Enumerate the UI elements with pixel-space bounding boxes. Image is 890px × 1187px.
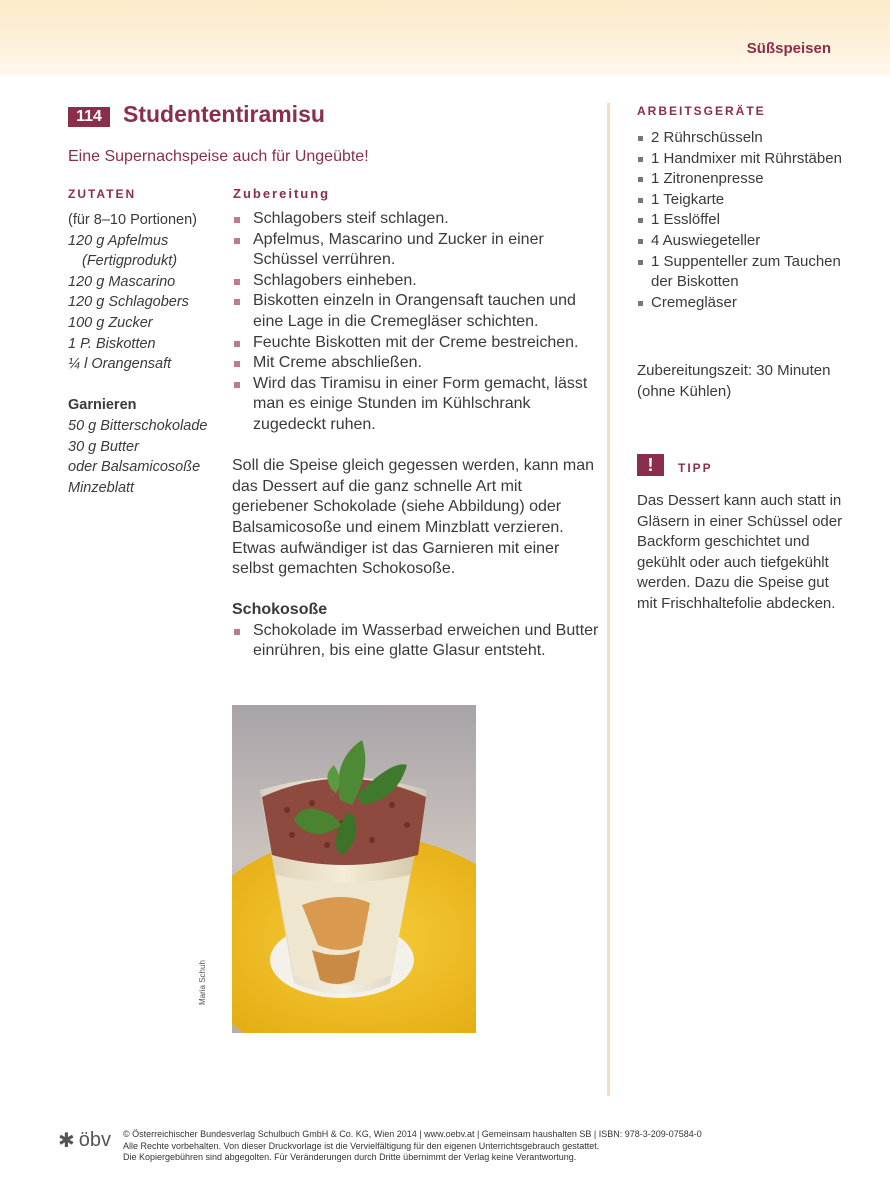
prep-step: Biskotten einzeln in Orangensaft tauchen und eine Lage in die Cremegläser schichten. xyxy=(232,291,602,332)
tool-item: 1 Esslöffel xyxy=(637,210,852,231)
ingredient-item: ¼ l Orangensaft xyxy=(68,356,172,373)
garnish-item: 50 g Bitterschokolade xyxy=(68,417,208,434)
tip-text: Das Dessert kann auch statt in Gläsern in einer Schüssel oder Backform geschichtet und gekühlt oder auch tiefgekühlt werden. Dazu die Speise gut mit Frischhaltefolie abdecken. xyxy=(637,492,843,612)
header-band xyxy=(0,0,890,75)
tip-label: TIPP xyxy=(678,461,713,475)
logo-text: öbv xyxy=(78,1129,112,1151)
garnish-item: 30 g Butter xyxy=(68,438,139,455)
tool-item: 1 Suppenteller zum Tauchen der Biskotten xyxy=(637,252,852,293)
tool-item: 1 Teigkarte xyxy=(637,190,852,211)
recipe-number: 114 xyxy=(68,107,110,127)
prep-step: Schlagobers einheben. xyxy=(232,271,602,292)
prep-step: Wird das Tiramisu in einer Form gemacht, lässt man es einige Stunden im Kühlschrank zugedeckt ruhen. xyxy=(232,374,602,436)
footer-line: Alle Rechte vorbehalten. Von dieser Druckvorlage ist die Vervielfältigung für den eigenen Unterrichtsgebrauch gestattet. xyxy=(123,1140,600,1151)
recipe-title: Studententiramisu xyxy=(123,101,325,127)
sauce-heading: Schokosoße xyxy=(232,601,328,619)
ingredient-item: (Fertigprodukt) xyxy=(82,253,178,270)
tool-item: 4 Auswiegeteller xyxy=(637,231,852,252)
ingredient-item: 120 g Apfelmus xyxy=(68,232,169,249)
serving-paragraph: Soll die Speise gleich gegessen werden, kann man das Dessert auf die ganz schnelle Art mit geriebener Schokolade (siehe Abbildung) oder Balsamicosoße und einem Minzblatt verzieren. Etwas aufwändiger ist das Garnieren mit einer selbst gemachten Schokosoße. xyxy=(232,457,595,578)
tool-item: Cremegläser xyxy=(637,293,852,314)
ingredient-item: 100 g Zucker xyxy=(68,314,153,331)
recipe-subtitle: Eine Supernachspeise auch für Ungeübte! xyxy=(68,148,369,165)
ingredient-item: 120 g Mascarino xyxy=(68,273,176,290)
tools-heading: ARBEITSGERÄTE xyxy=(637,104,766,118)
portions-text: (für 8–10 Portionen) xyxy=(68,212,197,228)
photo-credit: Maria Schuh xyxy=(198,960,207,1005)
column-divider xyxy=(607,103,610,1096)
tiramisu-photo xyxy=(232,705,476,1033)
prep-step: Apfelmus, Mascarino und Zucker in einer Schüssel verrühren. xyxy=(232,230,602,271)
logo-star-icon: ✱ xyxy=(58,1130,75,1152)
preparation-heading: Zubereitung xyxy=(233,186,331,201)
footer-legal xyxy=(123,1129,823,1164)
garnish-heading: Garnieren xyxy=(68,397,137,414)
prep-step: Mit Creme abschließen. xyxy=(232,353,602,374)
sauce-step: Schokolade im Wasserbad erweichen und Butter einrühren, bis eine glatte Glasur entsteht. xyxy=(232,621,602,662)
prep-step: Schlagobers steif schlagen. xyxy=(232,209,602,230)
tool-item: 2 Rührschüsseln xyxy=(637,128,852,149)
tip-exclamation-icon: ! xyxy=(637,454,664,476)
prep-time: Zubereitungszeit: 30 Minuten (ohne Kühlen) xyxy=(637,362,831,400)
garnish-item: oder Balsamicosoße xyxy=(68,459,201,476)
ingredients-list xyxy=(68,210,228,498)
tool-item: 1 Zitronenpresse xyxy=(637,169,852,190)
footer-line: Die Kopiergebühren sind abgegolten. Für Veränderungen durch Dritte übernimmt der Verlag keine Verantwortung. xyxy=(123,1152,577,1162)
tool-item: 1 Handmixer mit Rührstäben xyxy=(637,149,852,170)
ingredient-item: 1 P. Biskotten xyxy=(68,335,156,352)
ingredients-heading: ZUTATEN xyxy=(68,187,137,201)
footer-line: © Österreichischer Bundesverlag Schulbuch GmbH & Co. KG, Wien 2014 | www.oebv.at | Gemeinsam haushalten SB | ISBN: 978-3-209-07584-0 xyxy=(123,1129,702,1139)
section-label: Süßspeisen xyxy=(746,40,831,57)
preparation-section xyxy=(232,209,602,662)
prep-step: Feuchte Biskotten mit der Creme bestreichen. xyxy=(232,333,602,354)
publisher-logo xyxy=(58,1128,111,1153)
tools-list xyxy=(637,128,852,313)
garnish-item: Minzeblatt xyxy=(68,479,135,496)
ingredient-item: 120 g Schlagobers xyxy=(68,294,189,311)
